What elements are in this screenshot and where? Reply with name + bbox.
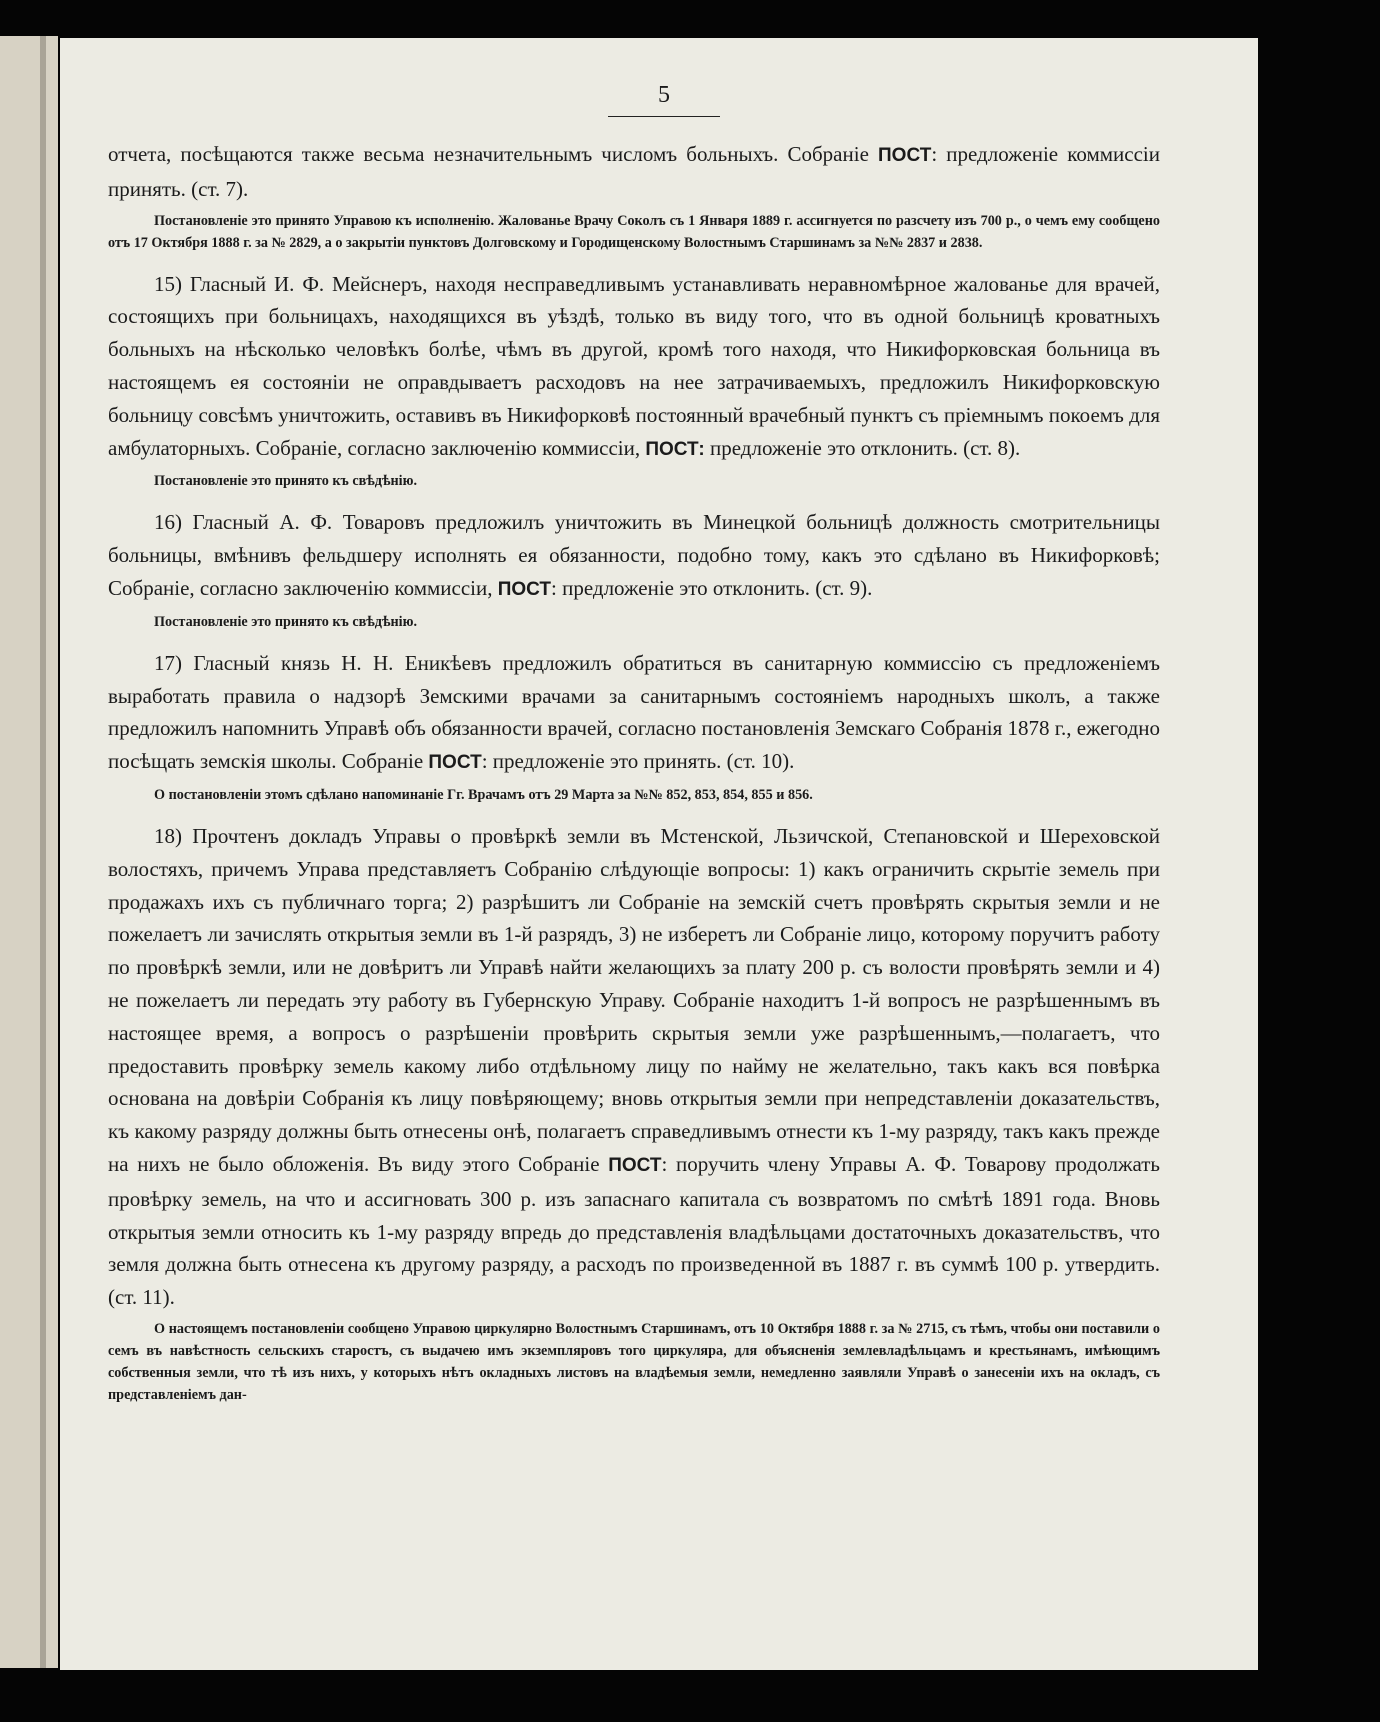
note-resolution-16: Постановленіе это принято къ свѣдѣнію.	[154, 613, 417, 630]
paragraph-18: 18) Прочтенъ докладъ Управы о провѣркѣ земли въ Мстенской, Льзичской, Степановской и Шереховской волостяхъ, причемъ Управа представляетъ Собранію слѣдующіе вопросы: 1) какъ ограничить скрытіе земель при продажахъ ихъ съ публичнаго торга; 2) разрѣшитъ ли Собраніе на земскій счетъ провѣрять скрытыя земли и не пожелаетъ ли зачислять открытыя земли въ 1-й разрядъ, 3) не изберетъ ли Собраніе лицо, которому поручитъ работу по провѣркѣ земли, или не довѣритъ ли Управѣ найти желающихъ за плату 200 р. съ волости провѣрять земли и 4) не пожелаетъ ли передать эту работу въ Губернскую Управу. Собраніе находитъ 1-й вопросъ не разрѣшеннымъ въ настоящее время, а вопросъ о разрѣшеніи провѣрить скрытыя земли уже разрѣшеннымъ,—полагаетъ, что предоставить провѣрку земель какому либо отдѣльному лицу по найму не желательно, такъ какъ вся повѣрка основана на довѣріи Собранія къ лицу повѣряющему; вновь открытыя земли при непредставленіи доказательствъ, къ какому разряду должны быть отнесены онѣ, полагаетъ справедливымъ отнести къ 1-му разряду, такъ какъ прежде на нихъ не было обложенія. Въ виду этого Собраніе ПОСТ: поручить члену Управы А. Ф. Товарову продолжать провѣрку земель, на что и ассигновать 300 р. изъ запаснаго капитала съ возвратомъ по смѣтѣ 1891 года. Вновь открытыя земли относить къ 1-му разряду впредь до представленія владѣльцами достаточныхъ доказательствъ, что земля должна быть отнесена къ другому разряду, а расходъ по произведенной въ 1887 г. въ суммѣ 100 р. утвердить. (ст. 11).	[108, 823, 1161, 1310]
page-number: 5	[658, 82, 670, 108]
paragraph-17: 17) Гласный князь Н. Н. Еникѣевъ предложилъ обратиться въ санитарную коммиссію съ предложеніемъ выработать правила о надзорѣ Земскими врачами за санитарнымъ состояніемъ народныхъ школъ, а также предложилъ напомнить Управѣ объ обязанности врачей, согласно постановленія Земскаго Собранія 1878 г., ежегодно посѣщать земскія школы. Собраніе ПОСТ: предложеніе это принять. (ст. 10).	[108, 650, 1160, 774]
note-resolution-18: О настоящемъ постановленіи сообщено Управою циркулярно Волостнымъ Старшинамъ, отъ 10 Октября 1888 г. за № 2715, съ тѣмъ, чтобы они поставили о семъ въ навѣстность сельскихъ старостъ, съ выдачею имъ экземпляровъ того циркуляра, для объясненія землевладѣльцамъ и крестьянамъ, имѣющимъ собственныя земли, что тѣ изъ нихъ, у которыхъ нѣтъ окладныхъ листовъ на владѣемыя земли, немедленно заявляли Управѣ о занесеніи ихъ на окладъ, съ представленіемъ дан-	[108, 1320, 1160, 1403]
header-rule	[608, 116, 720, 117]
note-resolution-15: Постановленіе это принято къ свѣдѣнію.	[154, 473, 417, 490]
paragraph-16: 16) Гласный А. Ф. Товаровъ предложилъ уничтожить въ Минецкой больницѣ должность смотрительницы больницы, вмѣнивъ фельдшеру исполнять ея обязанности, подобно тому, какъ это сдѣлано въ Никифорковѣ; Собраніе, согласно заключенію коммиссіи, ПОСТ: предложеніе это отклонить. (ст. 9).	[108, 510, 1160, 600]
page-text	[108, 138, 1160, 1406]
page-gutter	[40, 36, 46, 1668]
note-resolution-14: Постановленіе это принято Управою къ исполненію. Жалованье Врачу Соколъ съ 1 Января 1889 г. ассигнуется по разсчету изъ 700 р., о чемъ ему сообщено отъ 17 Октября 1888 г. за № 2829, а о закрытіи пунктовъ Долговскому и Городищенскому Волостнымъ Старшинамъ за №№ 2837 и 2838.	[108, 212, 1160, 251]
paragraph-15: 15) Гласный И. Ф. Мейснеръ, находя несправедливымъ устанавливать неравномѣрное жалованье для врачей, состоящихъ при больницахъ, находящихся въ уѣздѣ, только въ виду того, что въ одной больницѣ кроватныхъ больныхъ на нѣсколько человѣкъ болѣе, чѣмъ въ другой, кромѣ того находя, что Никифорковская больница въ настоящемъ ея состояніи не оправдываетъ расходовъ на нее затрачиваемыхъ, предложилъ Никифорковскую больницу совсѣмъ уничтожить, оставивъ въ Никифорковѣ постоянный врачебный пунктъ съ пріемнымъ покоемъ для амбулаторныхъ. Собраніе, согласно заключенію коммиссіи, ПОСТ: предложеніе это отклонить. (ст. 8).	[108, 271, 1160, 460]
paragraph-continuation: отчета, посѣщаются также весьма незначительнымъ числомъ больныхъ. Собраніе ПОСТ: предложеніе коммиссіи принять. (ст. 7).	[108, 142, 1160, 201]
page-header	[608, 80, 720, 117]
document-page	[60, 38, 1258, 1670]
left-page-edge	[0, 36, 58, 1668]
note-resolution-17: О постановленіи этомъ сдѣлано напоминаніе Гг. Врачамъ отъ 29 Марта за №№ 852, 853, 854, 855 и 856.	[154, 786, 813, 803]
